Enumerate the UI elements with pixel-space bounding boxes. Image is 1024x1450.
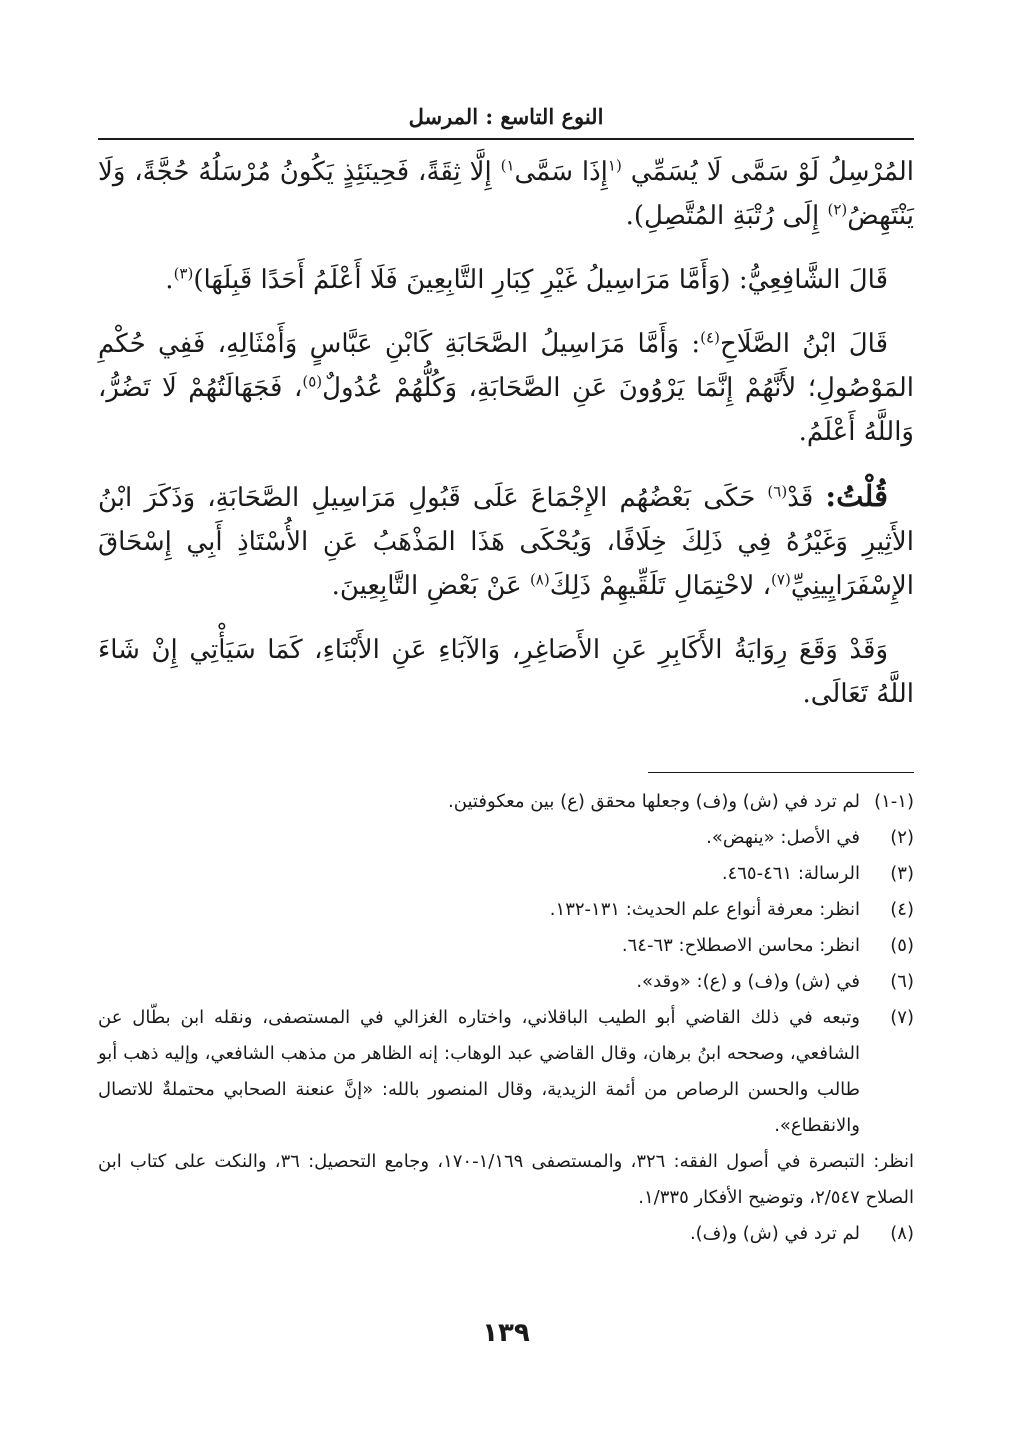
header-rule — [98, 138, 914, 140]
footnote-item — [98, 820, 914, 856]
footnote-number: (٨) — [890, 1223, 914, 1244]
footnote-number: (٣) — [890, 863, 914, 884]
footnote-item — [98, 1216, 914, 1252]
footnote-item — [98, 784, 914, 820]
footnote-ref: (٦) — [767, 482, 788, 501]
footnote-number: (١-١) — [874, 791, 914, 812]
footnote-text: في الأصل: «ينهض». — [706, 827, 860, 848]
footnote-text: الرسالة: ٤٦١-٤٦٥. — [721, 863, 860, 884]
main-text — [98, 150, 914, 736]
footnote-ref: (٢) — [827, 200, 848, 219]
footnote-item — [98, 964, 914, 1000]
paragraph-5: وَقَدْ وَقَعَ رِوَايَةُ الأَكَابِرِ عَنِ الأَصَاغِرِ، وَالآبَاءِ عَنِ الأَبْنَاءِ، كَمَا سَيَأْتِي إِنْ شَاءَ اللَّهُ تَعَالَى. — [98, 635, 914, 709]
footnote-item — [98, 1000, 914, 1144]
footnote-item — [98, 856, 914, 892]
footnote-text: لم ترد في (ش) و(ف) وجعلها محقق (ع) بين معكوفتين. — [448, 791, 860, 812]
footnote-ref: (٣) — [173, 264, 194, 283]
footnote-ref: (٤) — [700, 328, 720, 347]
footnote-number: (٦) — [890, 971, 914, 992]
footnote-ref: (٥) — [302, 372, 323, 391]
footnote-separator — [648, 772, 914, 773]
footnote-text: انظر: معرفة أنواع علم الحديث: ١٣١-١٣٢. — [549, 899, 860, 920]
paragraph-lead: قُلْتُ: — [825, 479, 889, 513]
paragraph-1: المُرْسِلُ لَوْ سَمَّى لَا يُسَمِّي $^{(١}$إِذَا سَمَّى$^{١)}$ إِلَّا ثِقَةً، فَحِينَئِذٍ يَكُونُ مُرْسَلُهُ حُجَّةً، وَلَا يَنْتَهِضُ$^{(٢)}$ إِلَى رُتْبَةِ المُتَّصِلِ). — [98, 156, 914, 231]
footnote-item — [98, 892, 914, 928]
paragraph-2: قَالَ الشَّافِعِيُّ: (وَأَمَّا مَرَاسِيلُ غَيْرِ كِبَارِ التَّابِعِينَ فَلَا أَعْلَمُ أَحَدًا قَبِلَهَا)$^{(٣)}$. — [165, 264, 888, 295]
footnote-ref: (١ — [607, 156, 622, 175]
footnote-text: في (ش) و(ف) و (ع): «وقد». — [636, 971, 860, 992]
footnote-number: (٧) — [890, 1007, 914, 1028]
footnote-continuation: انظر: التبصرة في أصول الفقه: ٣٢٦، والمستصفى ١/١٦٩-١٧٠، وجامع التحصيل: ٣٦، والنكت على كتاب ابن الصلاح ٢/٥٤٧، وتوضيح الأفكار ١/٣٣٥. — [98, 1151, 914, 1208]
footnote-ref: ١) — [500, 156, 515, 175]
footnote-text: لم ترد في (ش) و(ف). — [689, 1223, 860, 1244]
footnote-text: انظر: محاسن الاصطلاح: ٦٣-٦٤. — [621, 935, 860, 956]
paragraph-4: قُلْتُ: قَدْ$^{(٦)}$ حَكَى بَعْضُهُم الإِجْمَاعَ عَلَى قَبُولِ مَرَاسِيلِ الصَّحَابَةِ، وَذَكَرَ ابْنُ الأَثِيرِ وَغَيْرُهُ فِي ذَلِكَ خِلَافًا، وَيُحْكَى هَذَا المَذْهَبُ عَنِ الأُسْتَاذِ أَبِي إِسْحَاقَ الإِسْفَرَايِينِيِّ$^{(٧)}$، لاحْتِمَالِ تَلَقِّيهِمْ ذَلِكَ$^{(٨)}$ عَنْ بَعْضِ التَّابِعِينَ. — [98, 479, 914, 601]
footnotes — [98, 784, 914, 1252]
footnote-ref: (٧) — [771, 570, 791, 589]
running-head: النوع التاسع : المرسل — [408, 104, 604, 129]
footnote-number: (٤) — [890, 899, 914, 920]
page-number: ١٣٩ — [482, 1318, 530, 1348]
footnote-item — [98, 928, 914, 964]
footnote-number: (٢) — [890, 827, 914, 848]
footnote-number: (٥) — [890, 935, 914, 956]
paragraph-3: قَالَ ابْنُ الصَّلَاحِ$^{(٤)}$: وَأَمَّا مَرَاسِيلُ الصَّحَابَةِ كَابْنِ عَبَّاسٍ وَأَمْثَالِهِ، فَفِي حُكْمِ المَوْصُولِ؛ لأَنَّهُمْ إِنَّمَا يَرْوُونَ عَنِ الصَّحَابَةِ، وَكُلُّهُمْ عُدُولٌ$^{(٥)}$، فَجَهَالَتُهُمْ لَا تَضُرُّ، وَاللَّهُ أَعْلَمُ. — [98, 328, 914, 447]
footnote-ref: (٨) — [529, 570, 550, 589]
footnote-text: وتبعه في ذلك القاضي أبو الطيب الباقلاني، واختاره الغزالي في المستصفى، ونقله ابن بطّال عن الشافعي، وصححه ابنُ برهان، وقال القاضي عبد الوهاب: إنه الظاهر من مذهب الشافعي، وإليه ذهب أبو طالب والحسن الرصاص من أئمة الزيدية، وقال المنصور بالله: «إنَّ عنعنة الصحابي محتملةٌ للاتصال والانقطاع». — [98, 1007, 860, 1136]
